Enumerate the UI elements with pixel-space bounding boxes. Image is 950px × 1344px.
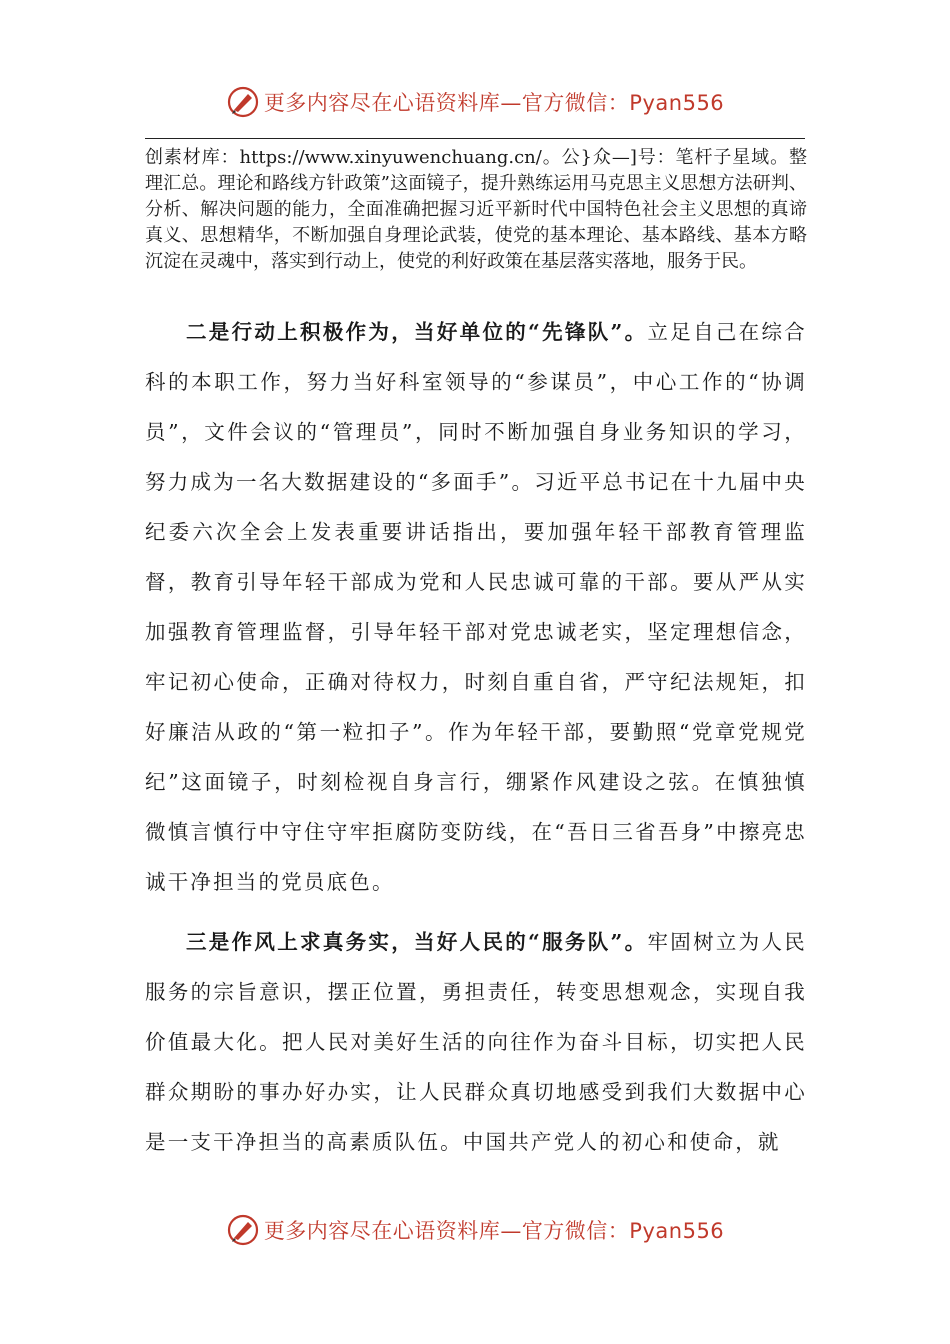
banner-dash: — (500, 91, 522, 115)
paragraph-two (145, 307, 807, 907)
banner-contact: 官方微信：Pyan556 (521, 91, 725, 115)
paragraph-three-heading: 三是作风上求真务实，当好人民的“服务队”。 (186, 930, 648, 954)
banner-title: 更多内容尽在心语资料库 (263, 91, 501, 115)
banner-dash: — (500, 1219, 522, 1243)
banner-title: 更多内容尽在心语资料库 (263, 1219, 501, 1243)
banner-text (264, 87, 724, 117)
paragraph-two-text: 立足自己在综合科的本职工作，努力当好科室领导的“参谋员”，中心工作的“协调员”，文件会议的“管理员”，同时不断加强自身业务知识的学习，努力成为一名大数据建设的“多面手”。习近平总书记在十九届中央纪委六次全会上发表重要讲话指出，要加强年轻干部教育管理监督，教育引导年轻干部成为党和人民忠诚可靠的干部。要从严从实加强教育管理监督，引导年轻干部对党忠诚老实，坚定理想信念，牢记初心使命，正确对待权力，时刻自重自省，严守纪法规矩，扣好廉洁从政的“第一粒扣子”。作为年轻干部，要勤照“党章党规党纪”这面镜子，时刻检视自身言行，绷紧作风建设之弦。在慎独慎微慎言慎行中守住守牢拒腐防变防线，在“吾日三省吾身”中擦亮忠诚干净担当的党员底色。 (145, 320, 807, 894)
intro-paragraph: 创素材库：https://www.xinyuwenchuang.cn/。公}众—]号：笔杆子星域。整理汇总。理论和路线方针政策”这面镜子，提升熟练运用马克思主义思想方法研判、分析、解决问题的能力，全面准确把握习近平新时代中国特色社会主义思想的真谛真义、思想精华，不断加强自身理论武装，使党的基本理论、基本路线、基本方略沉淀在灵魂中，落实到行动上，使党的利好政策在基层落实落地，服务于民。 (145, 147, 807, 272)
pen-logo-icon (226, 85, 260, 119)
paragraph-three (145, 917, 807, 1167)
banner-text (264, 1215, 724, 1245)
header-divider (145, 138, 805, 139)
footer-banner (0, 1210, 950, 1250)
header-banner (0, 82, 950, 122)
pen-logo-icon (226, 1213, 260, 1247)
paragraph-two-heading: 二是行动上积极作为，当好单位的“先锋队”。 (186, 320, 648, 344)
banner-contact: 官方微信：Pyan556 (521, 1219, 725, 1243)
paragraph-three-text: 牢固树立为人民服务的宗旨意识，摆正位置，勇担责任，转变思想观念，实现自我价值最大化。把人民对美好生活的向往作为奋斗目标，切实把人民群众期盼的事办好办实，让人民群众真切地感受到我们大数据中心是一支干净担当的高素质队伍。中国共产党人的初心和使命，就 (145, 930, 807, 1154)
